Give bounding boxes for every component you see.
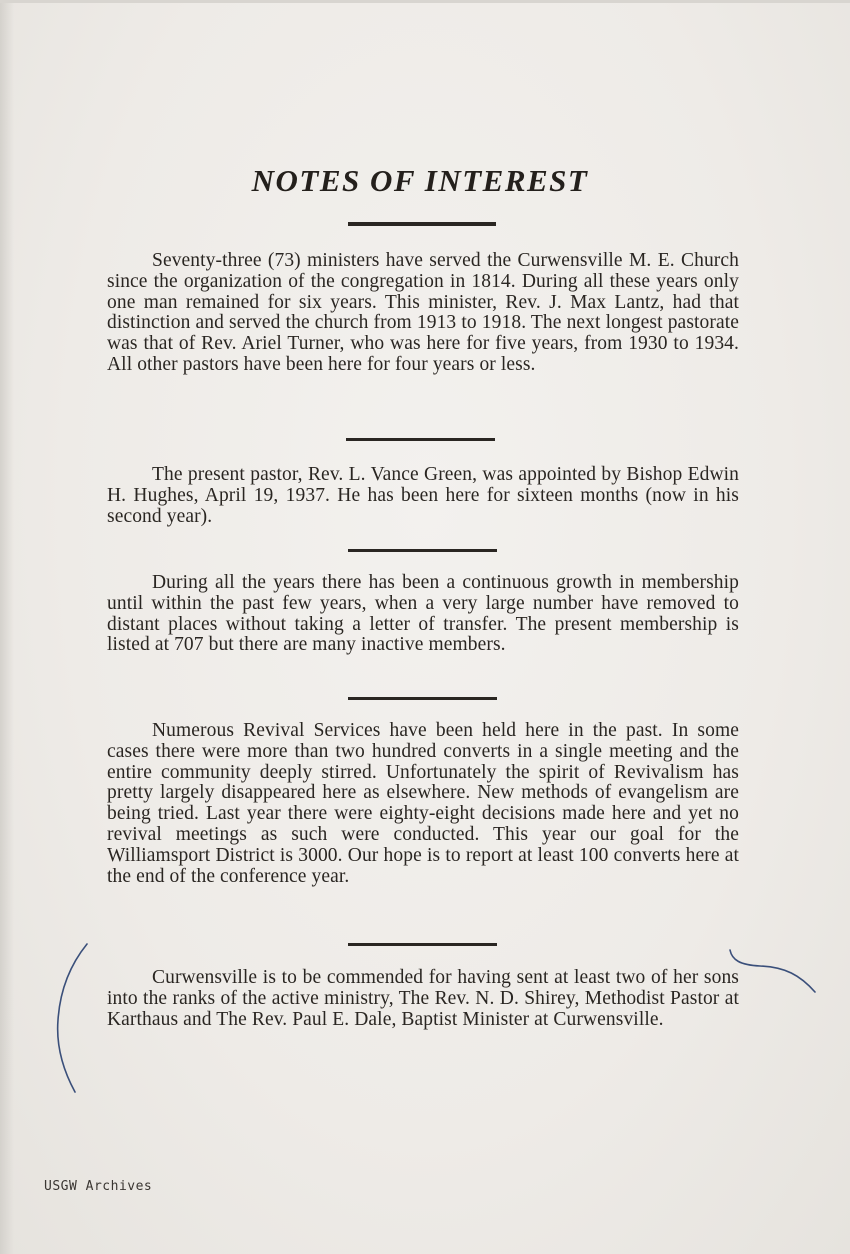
page-title: NOTES OF INTEREST	[251, 163, 589, 198]
page-top-edge	[0, 0, 850, 3]
section-divider	[348, 549, 497, 552]
section-divider	[348, 697, 497, 700]
title-divider	[348, 222, 496, 226]
paragraph-present-pastor: The present pastor, Rev. L. Vance Green, was appointed by Bishop Edwin H. Hughes, April 19, 1937. He has been here for sixteen months (now in his second year).	[107, 464, 739, 527]
pen-swoosh-mark	[730, 950, 815, 992]
pen-bracket-mark	[58, 944, 87, 1092]
paragraph-sons-in-ministry: Curwensville is to be commended for having sent at least two of her sons into the ranks of the active ministry, The Rev. N. D. Shirey, Methodist Pastor at Karthaus and The Rev. Paul E. Dale, Baptist Minister at Curwensville.	[107, 967, 739, 1030]
archive-watermark: USGW Archives	[44, 1179, 153, 1194]
paragraph-ministers: Seventy-three (73) ministers have served the Curwensville M. E. Church since the organization of the congregation in 1814. During all these years only one man remained for six years. This minister, Rev. J. Max Lantz, had that distinction and served the church from 1913 to 1918. The next longest pastorate was that of Rev. Ariel Turner, who was here for five years, from 1930 to 1934. All other pastors have been here for four years or less.	[107, 250, 739, 375]
paragraph-membership: During all the years there has been a continuous growth in membership until within the past few years, when a very large number have removed to distant places without taking a letter of transfer. The present membership is listed at 707 but there are many inactive members.	[107, 572, 739, 656]
section-divider	[348, 943, 497, 946]
paragraph-revival-services: Numerous Revival Services have been held here in the past. In some cases there were more than two hundred converts in a single meeting and the entire community deeply stirred. Unfortunately the spirit of Revivalism has pretty largely disappeared here as elsewhere. New methods of evangelism are being tried. Last year there were eighty-eight decisions made here and yet no revival meetings as such were conducted. This year our goal for the Williamsport District is 3000. Our hope is to report at least 100 converts here at the end of the conference year.	[107, 720, 739, 887]
section-divider	[346, 438, 495, 441]
